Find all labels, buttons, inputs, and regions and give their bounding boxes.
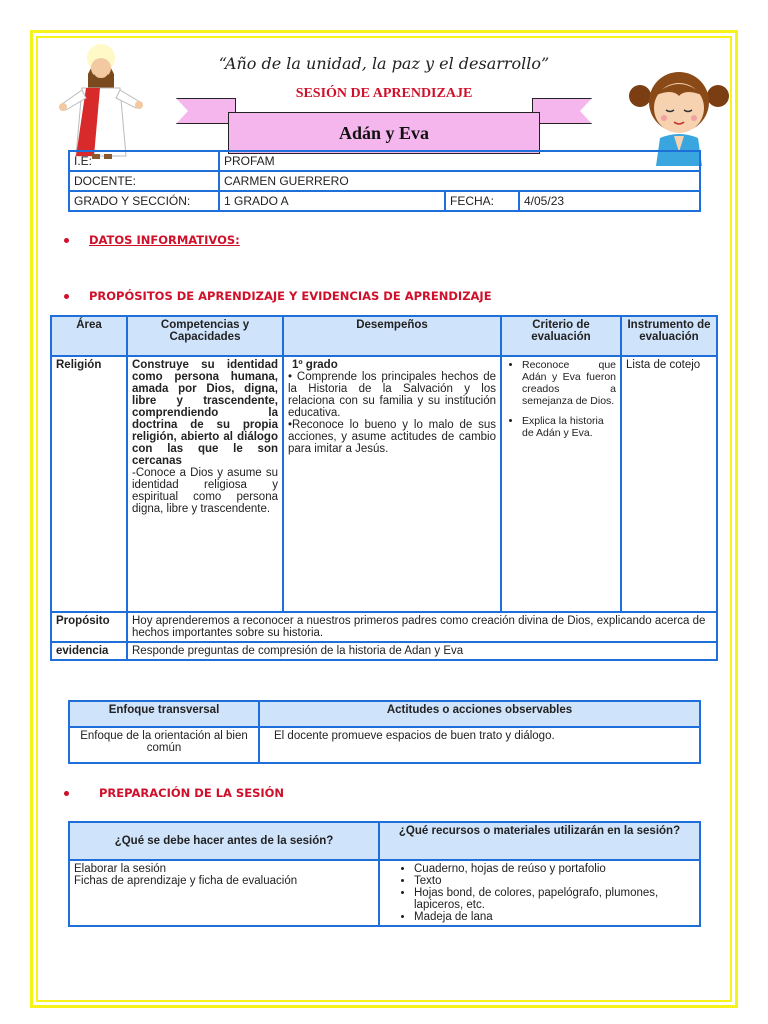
preparacion-heading bbox=[64, 786, 284, 800]
proposito-text: Hoy aprenderemos a reconocer a nuestros primeros padres como creación divina de Dios, explicando acerca de hechos importantes sobre su historia. bbox=[127, 612, 717, 642]
propositos-heading bbox=[64, 289, 492, 303]
bullet-dot bbox=[64, 791, 69, 796]
enfoque-table bbox=[68, 700, 701, 764]
grado-text: 1º grado bbox=[292, 359, 338, 371]
col-header-instrumento: Instrumento de evaluación bbox=[621, 316, 717, 356]
list-item: • Explica la historia de Adán y Eva. bbox=[522, 415, 616, 439]
table-header-row bbox=[69, 822, 700, 860]
preparacion-table bbox=[68, 821, 701, 927]
grado-label: GRADO Y SECCIÓN: bbox=[69, 191, 219, 211]
table-row bbox=[69, 171, 700, 191]
table-row bbox=[69, 191, 700, 211]
actitud-cell: El docente promueve espacios de buen trato y diálogo. bbox=[259, 727, 700, 763]
list-item: • Hojas bond, de colores, papelógrafo, plumones, lapiceros, etc. bbox=[414, 887, 695, 911]
table-header-row bbox=[69, 701, 700, 727]
desempeno-1: • Comprende los principales hechos de la Historia de la Salvación y los relaciona con su familia y su institución educativa. bbox=[288, 371, 496, 419]
ie-label: I.E: bbox=[69, 151, 219, 171]
col-header-area: Área bbox=[51, 316, 127, 356]
evidencia-text: Responde preguntas de compresión de la historia de Adan y Eva bbox=[127, 642, 717, 660]
criterio-list bbox=[506, 359, 616, 439]
col-header-desempenos: Desempeños bbox=[283, 316, 501, 356]
list-item: • Reconoce que Adán y Eva fueron creados a semejanza de Dios. bbox=[522, 359, 616, 407]
info-table bbox=[68, 150, 701, 212]
datos-heading bbox=[64, 233, 240, 247]
criterio-cell bbox=[501, 356, 621, 612]
table-row bbox=[51, 612, 717, 642]
propositos-heading-text: PROPÓSITOS DE APRENDIZAJE Y EVIDENCIAS DE APRENDIZAJE bbox=[89, 289, 492, 303]
table-row bbox=[51, 642, 717, 660]
col-header-actitudes: Actitudes o acciones observables bbox=[259, 701, 700, 727]
fecha-value: 4/05/23 bbox=[519, 191, 700, 211]
fecha-label: FECHA: bbox=[445, 191, 519, 211]
enfoque-cell: Enfoque de la orientación al bien común bbox=[69, 727, 259, 763]
session-label: SESIÓN DE APRENDIZAJE bbox=[295, 86, 473, 101]
competencia-text: Construye su identidad como persona humana, amada por Dios, digna, libre y trascendente, comprendiendo la doctrina de su propia religión, abierto al diálogo con las que le son cercanas bbox=[132, 359, 278, 467]
col-header-competencias: Competencias y Capacidades bbox=[127, 316, 283, 356]
table-row bbox=[51, 356, 717, 612]
list-item: Fichas de aprendizaje y ficha de evaluación bbox=[74, 875, 298, 887]
list-item: Elaborar la sesión bbox=[74, 863, 167, 875]
docente-value: CARMEN GUERRERO bbox=[219, 171, 700, 191]
datos-heading-text: DATOS INFORMATIVOS: bbox=[89, 233, 240, 247]
col-header-enfoque: Enfoque transversal bbox=[69, 701, 259, 727]
table-row bbox=[69, 151, 700, 171]
ie-value: PROFAM bbox=[219, 151, 700, 171]
recursos-cell bbox=[379, 860, 700, 926]
antes-cell bbox=[69, 860, 379, 926]
docente-label: DOCENTE: bbox=[69, 171, 219, 191]
table-row bbox=[69, 860, 700, 926]
bullet-dot bbox=[64, 238, 69, 243]
table-row bbox=[69, 727, 700, 763]
grado-value: 1 GRADO A bbox=[219, 191, 445, 211]
instrumento-cell: Lista de cotejo bbox=[621, 356, 717, 612]
col-header-antes: ¿Qué se debe hacer antes de la sesión? bbox=[69, 822, 379, 860]
year-motto: “Año de la unidad, la paz y el desarrollo” bbox=[218, 54, 550, 73]
col-header-criterio: Criterio de evaluación bbox=[501, 316, 621, 356]
col-header-recursos: ¿Qué recursos o materiales utilizarán en la sesión? bbox=[379, 822, 700, 860]
list-item: • Texto bbox=[414, 875, 695, 887]
proposito-label: Propósito bbox=[51, 612, 127, 642]
desempenos-cell bbox=[283, 356, 501, 612]
list-item: • Madeja de lana bbox=[414, 911, 695, 923]
competencias-cell bbox=[127, 356, 283, 612]
table-header-row bbox=[51, 316, 717, 356]
session-title-banner: Adán y Eva bbox=[228, 112, 540, 154]
recursos-list bbox=[384, 863, 695, 923]
area-cell: Religión bbox=[51, 356, 127, 612]
capacidad-text: -Conoce a Dios y asume su identidad religiosa y espiritual como persona digna, libre y trascendente. bbox=[132, 467, 278, 515]
bullet-dot bbox=[64, 294, 69, 299]
list-item: • Cuaderno, hojas de reúso y portafolio bbox=[414, 863, 695, 875]
preparacion-heading-text: PREPARACIÓN DE LA SESIÓN bbox=[99, 786, 285, 800]
purposes-table bbox=[50, 315, 718, 661]
desempeno-2: •Reconoce lo bueno y lo malo de sus acciones, y asume actitudes de cambio para imitar a Jesús. bbox=[288, 419, 496, 455]
evidencia-label: evidencia bbox=[51, 642, 127, 660]
